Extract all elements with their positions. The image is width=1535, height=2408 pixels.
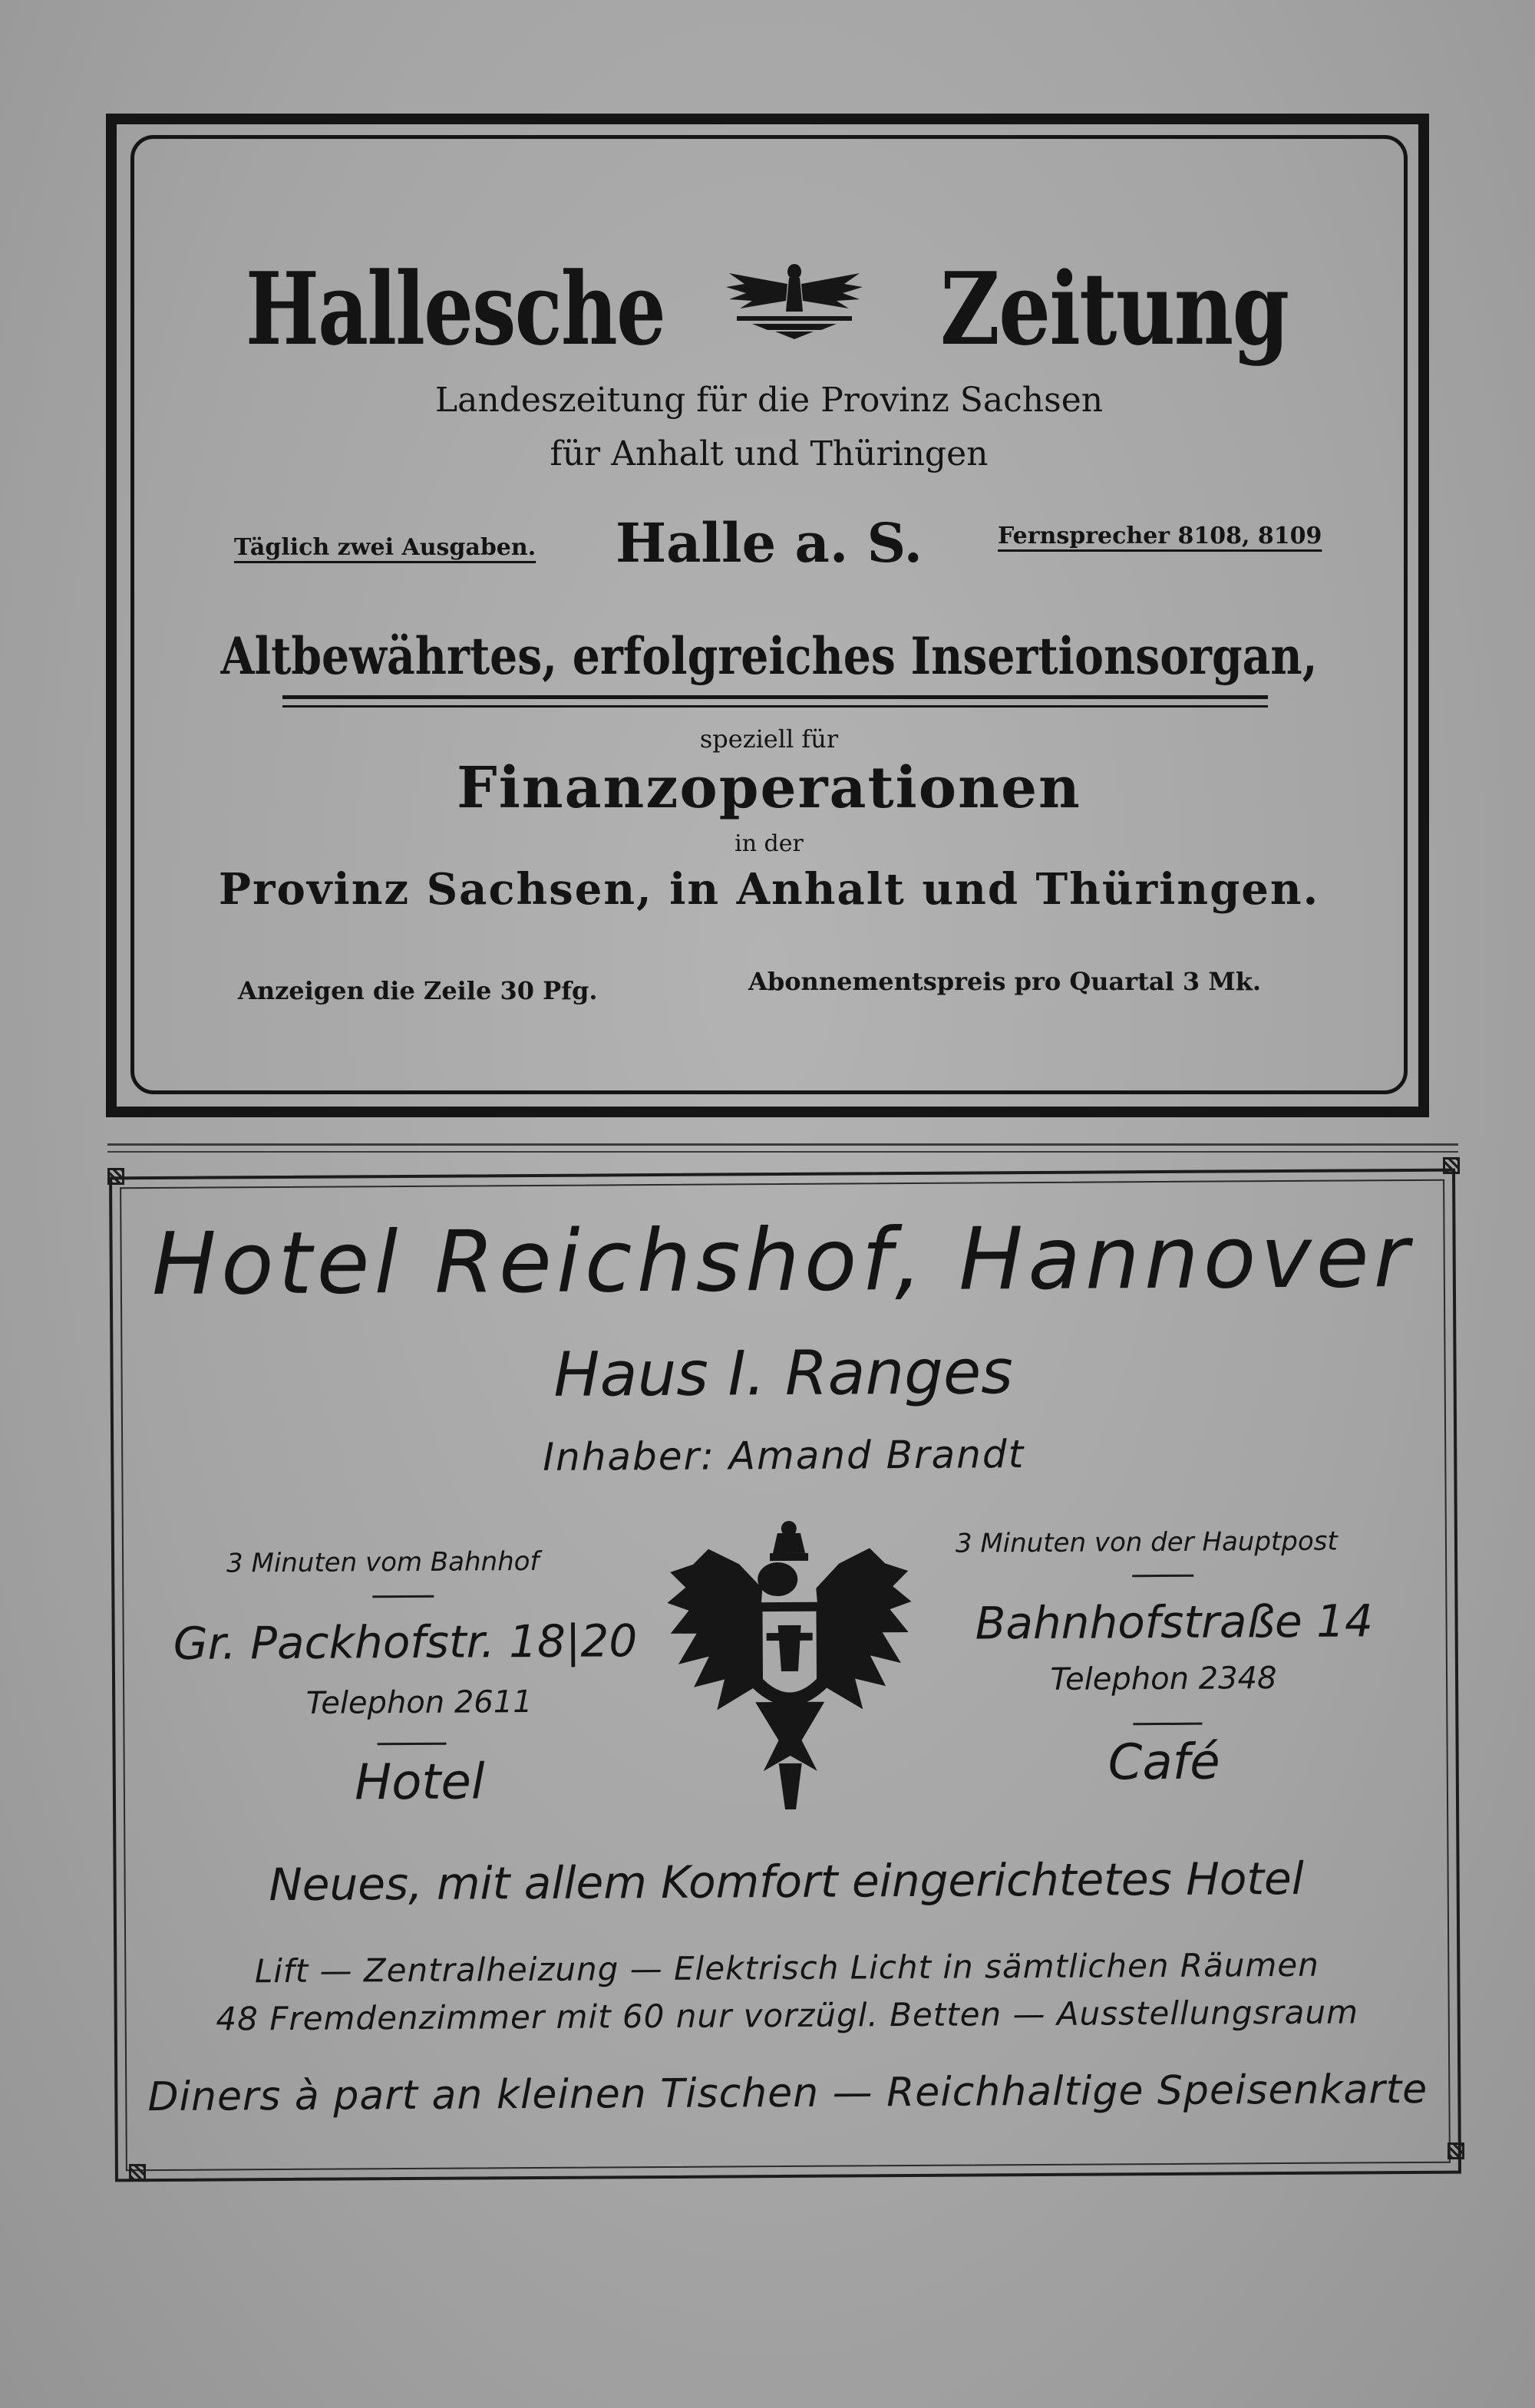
left-divider xyxy=(372,1595,434,1598)
hotel-telephone: Telephon 2611 xyxy=(305,1684,533,1721)
newspaper-title-left: Hallesche xyxy=(246,250,665,368)
imperial-eagle-icon xyxy=(662,1517,917,1818)
separator-rule-thin xyxy=(107,1151,1458,1153)
left-distance-note: 3 Minuten vom Bahnhof xyxy=(226,1545,540,1579)
cafe-telephone: Telephon 2348 xyxy=(1050,1661,1277,1697)
eagle-emblem-icon xyxy=(721,258,867,342)
hotel-tagline: Neues, mit allem Komfort eingerichtetes Hotel xyxy=(269,1852,1305,1912)
city-heading: Halle a. S. xyxy=(615,511,923,575)
closing-line: Diners à part an kleinen Tischen — Reichhaltige Speisenkarte xyxy=(147,2066,1428,2121)
hotel-headline: Hotel Reichshof, Hannover xyxy=(151,1206,1414,1315)
hotel-owner: Inhaber: Amand Brandt xyxy=(543,1432,1025,1479)
small-text-speziell: speziell für xyxy=(699,724,839,754)
small-text-in-der: in der xyxy=(734,830,804,857)
slogan-underline-double xyxy=(282,705,1268,708)
zeitung-ad xyxy=(130,135,1408,1094)
hotel-ad xyxy=(109,1169,1461,2182)
subtitle-line-1: Landeszeitung für die Provinz Sachsen xyxy=(434,381,1104,420)
newspaper-title-right: Zeitung xyxy=(940,250,1289,368)
cafe-address: Bahnhofstraße 14 xyxy=(975,1595,1374,1650)
hotel-label: Hotel xyxy=(354,1753,485,1812)
features-line-1: Lift — Zentralheizung — Elektrisch Licht in sämtlichen Räumen xyxy=(254,1945,1319,1991)
slogan-underline xyxy=(282,695,1268,699)
region-line: Provinz Sachsen, in Anhalt und Thüringen. xyxy=(218,864,1320,915)
editions-note: Täglich zwei Ausgaben. xyxy=(234,534,536,561)
ad-price-note: Anzeigen die Zeile 30 Pfg. xyxy=(238,976,598,1005)
highlight-heading: Finanzoperationen xyxy=(457,755,1081,821)
hotel-address: Gr. Packhofstr. 18|20 xyxy=(173,1615,638,1670)
hotel-rank: Haus I. Ranges xyxy=(553,1336,1014,1410)
separator-rule xyxy=(107,1143,1458,1146)
slogan: Altbewährtes, erfolgreiches Insertionsorgan, xyxy=(220,626,1318,686)
subscription-price-note: Abonnementspreis pro Quartal 3 Mk. xyxy=(748,967,1262,996)
telephone-note: Fernsprecher 8108, 8109 xyxy=(998,523,1322,549)
cafe-label: Café xyxy=(1108,1733,1220,1792)
left-divider-2 xyxy=(378,1743,447,1746)
subtitle-line-2: für Anhalt und Thüringen xyxy=(550,434,989,473)
features-line-2: 48 Fremdenzimmer mit 60 nur vorzügl. Betten — Ausstellungsraum xyxy=(216,1993,1359,2038)
right-distance-note: 3 Minuten von der Hauptpost xyxy=(955,1526,1338,1559)
right-divider-2 xyxy=(1133,1723,1202,1726)
right-divider xyxy=(1132,1575,1193,1577)
